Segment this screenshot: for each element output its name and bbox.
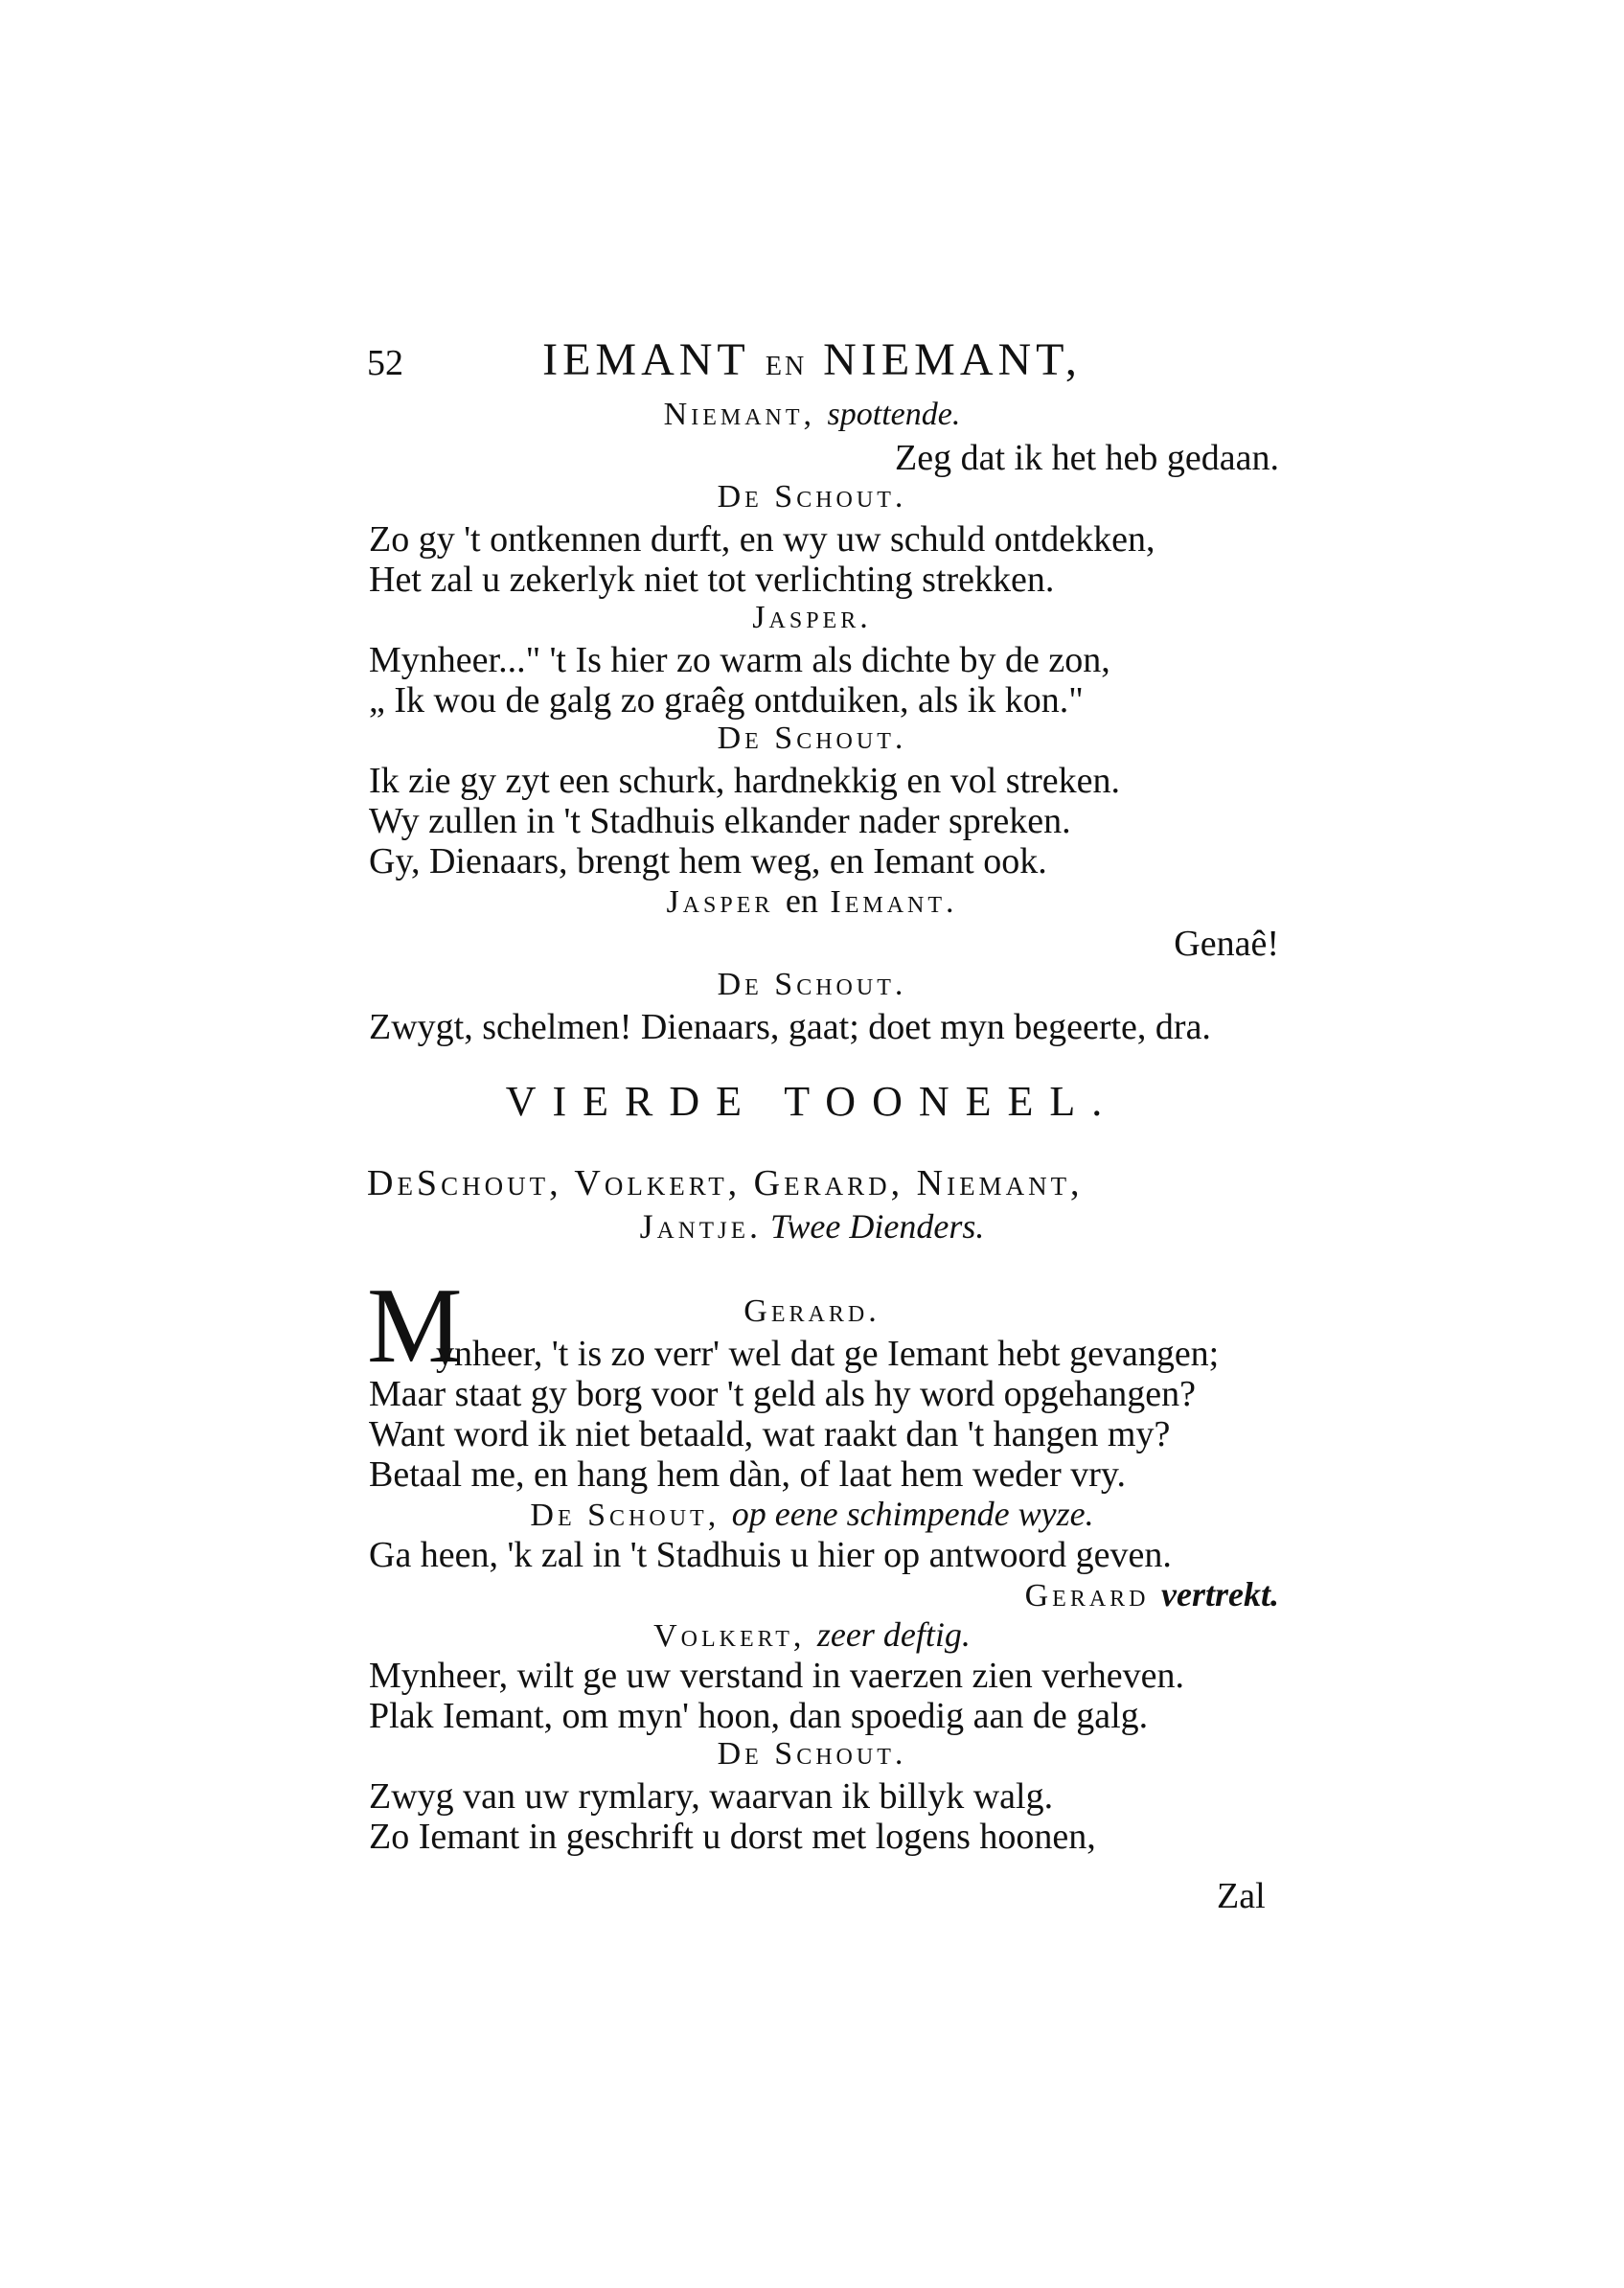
stage-direction: zeer deftig. <box>816 1615 971 1654</box>
cast-list: DeSchout, Volkert, Gerard, Niemant, <box>367 1163 1084 1203</box>
speaker-heading: Gerard. <box>743 1293 881 1329</box>
speaker-heading: De Schout. <box>717 721 907 756</box>
speaker-name: De Schout, <box>530 1498 721 1533</box>
verse-line: Het zal u zekerlyk niet tot verlichting strekken. <box>369 560 1055 600</box>
page-number: 52 <box>367 343 403 383</box>
verse-line: Gy, Dienaars, brengt hem weg, en Iemant ook. <box>369 841 1047 881</box>
verse-line: Mynheer..." 't Is hier zo warm als dichte by de zon, <box>369 640 1110 680</box>
running-title-part1: IEMANT <box>542 334 749 385</box>
speaker-heading: De Schout. <box>717 1736 907 1772</box>
speaker-connector: en <box>785 881 818 920</box>
speaker-heading: De Schout. <box>717 479 907 515</box>
catchword: Zal <box>1217 1876 1266 1916</box>
verse-line: Zwygt, schelmen! Dienaars, gaat; doet myn begeerte, dra. <box>369 1007 1211 1047</box>
running-title-connector: EN <box>765 352 808 381</box>
speaker-heading: De Schout. <box>717 967 907 1002</box>
exit-direction <box>1025 1577 1279 1613</box>
running-title-part2: NIEMANT, <box>823 334 1082 385</box>
verse-line: Zeg dat ik het heb gedaan. <box>895 438 1279 478</box>
verse-line: Genaê! <box>1174 924 1279 964</box>
verse-line: Betaal me, en hang hem dàn, of laat hem weder vry. <box>369 1454 1126 1495</box>
verse-line: „ Ik wou de galg zo graêg ontduiken, als ik kon." <box>369 680 1084 721</box>
scene-title: VIERDE TOONEEL. <box>505 1078 1119 1125</box>
verse-line: Ik zie gy zyt een schurk, hardnekkig en vol streken. <box>369 761 1121 801</box>
verse-line: Zo gy 't ontkennen durft, en wy uw schuld ontdekken, <box>369 519 1155 560</box>
verse-line: Plak Iemant, om myn' hoon, dan spoedig aan de galg. <box>369 1696 1149 1736</box>
verse-line: Maar staat gy borg voor 't geld als hy word opgehangen? <box>369 1374 1197 1414</box>
speaker-heading: Jasper. <box>752 600 872 635</box>
verse-line: Zwyg van uw rymlary, waarvan ik billyk walg. <box>369 1776 1054 1817</box>
speaker-heading <box>0 1497 1624 1532</box>
speaker-heading <box>0 1617 1624 1653</box>
verse-line: Wy zullen in 't Stadhuis elkander nader spreken. <box>369 801 1071 841</box>
cast-name: Jantje. <box>639 1207 763 1246</box>
stage-direction: op eene schimpende wyze. <box>731 1495 1094 1533</box>
stage-direction: spottende. <box>827 397 961 432</box>
speaker-name: Iemant. <box>830 884 958 920</box>
speaker-name: Gerard <box>1024 1578 1150 1613</box>
speaker-name: Niemant, <box>663 397 816 432</box>
speaker-name: Volkert, <box>653 1618 806 1654</box>
speaker-name: Jasper <box>666 884 774 920</box>
verse-line: Mynheer, wilt ge uw verstand in vaerzen zien verheven. <box>369 1656 1185 1696</box>
cast-list <box>0 1209 1624 1244</box>
verse-line: Ga heen, 'k zal in 't Stadhuis u hier op antwoord geven. <box>369 1535 1172 1575</box>
speaker-heading <box>0 399 1624 431</box>
verse-line: Zo Iemant in geschrift u dorst met logens hoonen, <box>369 1817 1096 1857</box>
running-title <box>0 334 1624 385</box>
verse-line: ynheer, 't is zo verr' wel dat ge Iemant hebt gevangen; <box>436 1334 1220 1374</box>
stage-direction: vertrekt. <box>1161 1575 1279 1613</box>
drop-cap: M <box>367 1267 463 1385</box>
verse-line: Want word ik niet betaald, wat raakt dan 't hangen my? <box>369 1414 1171 1454</box>
cast-extra: Twee Dienders. <box>770 1207 985 1246</box>
speaker-heading <box>0 883 1624 919</box>
